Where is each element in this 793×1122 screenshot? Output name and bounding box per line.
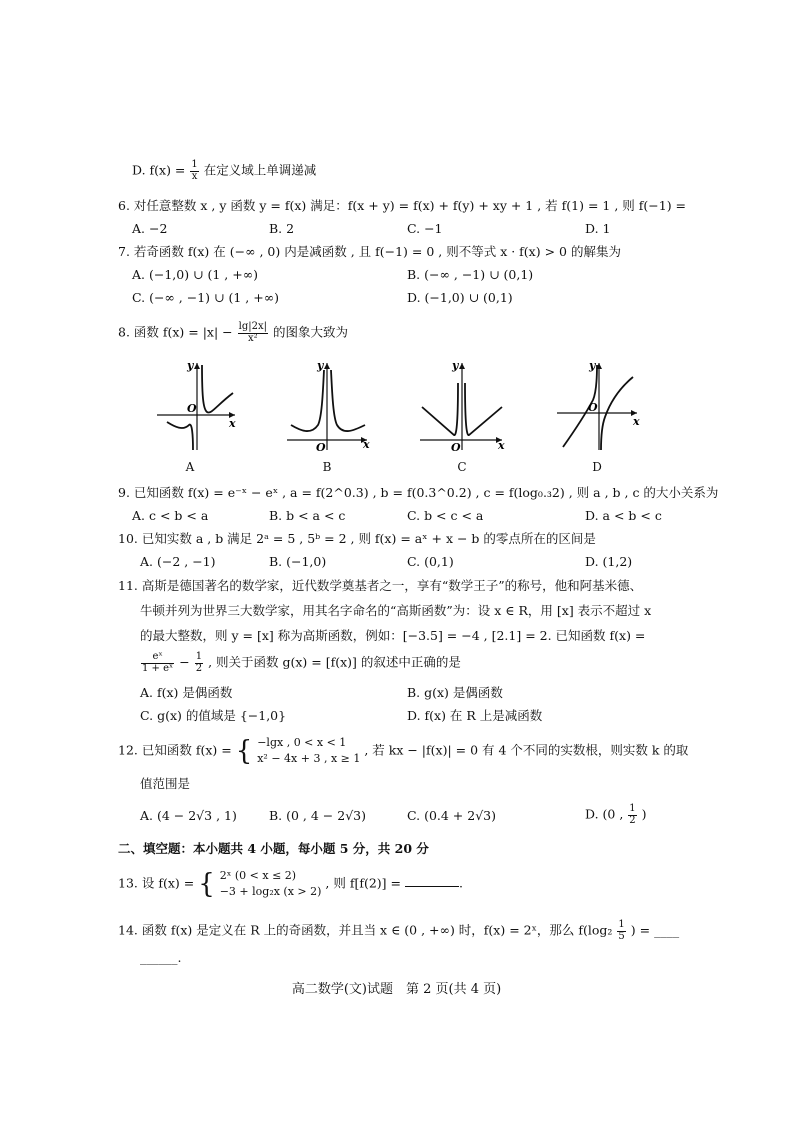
q7-option-d: D. (−1,0) ∪ (0,1) — [407, 290, 513, 305]
graph-b — [285, 355, 375, 455]
q10-stem: 10. 已知实数 a , b 满足 2ᵃ = 5 , 5ᵇ = 2 , 则 f(x) = aˣ + x − b 的零点所在的区间是 — [118, 531, 596, 546]
origin-label: O — [187, 402, 197, 415]
origin-label: O — [588, 401, 598, 414]
graph-d — [555, 355, 645, 455]
q9-option-c: C. b < c < a — [407, 508, 484, 523]
graph-a — [155, 355, 245, 455]
q11-fraction-1: $\frac{\text{eˣ}}{\text{1 + eˣ}}$ — [142, 651, 174, 674]
q11-option-b: B. g(x) 是偶函数 — [407, 685, 503, 700]
q9-option-a: A. c < b < a — [132, 508, 209, 523]
q9-option-b: B. b < a < c — [269, 508, 346, 523]
axis-x-label: x — [229, 417, 236, 430]
q12-cases: −lgx , 0 < x < 1 x² − 4x + 3 , x ≥ 1 — [257, 736, 361, 765]
q11-line3: 的最大整数，则 y = [x] 称为高斯函数，例如：[−3.5] = −4 , [2.1] = 2. 已知函数 f(x) = — [140, 628, 646, 643]
q11-line1: 11. 高斯是德国著名的数学家，近代数学奠基者之一，享有“数学王子”的称号，他和阿基米德、 — [118, 578, 643, 593]
axis-x-label: x — [633, 415, 640, 428]
graph-a-label: A — [185, 460, 195, 474]
q10-option-c: C. (0,1) — [407, 554, 454, 569]
q12-stem: 12. 已知函数 f(x) = { −lgx , 0 < x < 1 x² − 4x + 3 , x ≥ 1 , 若 kx − |f(x)| = 0 有 4 个不同的实数根，则实数 k 的取 — [118, 735, 689, 767]
q11-line2: 牛顿并列为世界三大数学家，用其名字命名的“高斯函数”为：设 x ∈ R，用 [x] 表示不超过 x — [140, 603, 652, 618]
q6-option-a: A. −2 — [132, 221, 168, 236]
q14-fraction: $\frac{1}{5}$ — [618, 919, 625, 942]
axis-y-label: y — [452, 359, 459, 372]
q12-brace: { — [235, 735, 253, 767]
graph-c — [418, 355, 508, 455]
q7-stem: 7. 若奇函数 f(x) 在 (−∞ , 0) 内是减函数 , 且 f(−1) = 0 , 则不等式 x · f(x) > 0 的解集为 — [118, 244, 621, 259]
graph-a-curve-left — [167, 422, 193, 450]
graph-b-curve-right — [331, 370, 365, 431]
q12-line2: 值范围是 — [140, 776, 191, 791]
graph-b-label: B — [322, 460, 332, 474]
q13-cases: 2ˣ (0 < x ≤ 2) −3 + log₂x (x > 2) — [219, 869, 322, 898]
graph-c-label: C — [457, 460, 467, 474]
axis-x-label: x — [498, 439, 505, 452]
origin-label: O — [451, 441, 461, 454]
y-arrow — [194, 363, 200, 369]
q5-option-d: D. f(x) = $\frac{1}{x}$ 在定义域上单调递减 — [132, 159, 317, 182]
graph-a-curve-right — [202, 365, 233, 413]
q13-brace: { — [198, 868, 215, 900]
q6-option-c: C. −1 — [407, 221, 443, 236]
axis-x-label: x — [363, 438, 370, 451]
graph-b-curve-left — [291, 370, 324, 431]
q13-stem: 13. 设 f(x) = { 2ˣ (0 < x ≤ 2) −3 + log₂x (x > 2) , 则 f[f(2)] = . — [118, 868, 463, 900]
y-arrow — [459, 363, 465, 369]
q9-stem: 9. 已知函数 f(x) = e⁻ˣ − eˣ , a = f(2^0.3) , b = f(0.3^0.2) , c = f(log₀.₃2) , 则 a , b , c 的大小关系为 — [118, 485, 719, 500]
axis-y-label: y — [589, 359, 596, 372]
q12-d-fraction: $\frac{1}{2}$ — [629, 803, 636, 826]
q5-d-fraction: $\frac{1}{x}$ — [191, 159, 198, 182]
graph-c-curve-left — [422, 383, 458, 435]
q14-line2[interactable]: ______. — [140, 950, 182, 965]
q10-option-a: A. (−2 , −1) — [140, 554, 216, 569]
q11-option-a: A. f(x) 是偶函数 — [140, 685, 233, 700]
section-2-heading: 二、填空题：本小题共 4 小题，每小题 5 分，共 20 分 — [118, 841, 429, 856]
q7-option-b: B. (−∞ , −1) ∪ (0,1) — [407, 267, 534, 282]
q12-option-a: A. (4 − 2√3 , 1) — [140, 808, 237, 823]
q6-option-b: B. 2 — [269, 221, 295, 236]
graph-d-label: D — [592, 460, 602, 474]
q11-option-c: C. g(x) 的值域是 {−1,0} — [140, 708, 287, 723]
q11-fraction-2: $\frac{1}{2}$ — [195, 651, 203, 674]
q12-option-d: D. (0 , $\frac{1}{2}$ ) — [585, 803, 647, 826]
q13-answer-blank[interactable] — [405, 877, 459, 887]
q12-option-b: B. (0 , 4 − 2√3) — [269, 808, 367, 823]
q9-option-d: D. a < b < c — [585, 508, 662, 523]
q12-option-c: C. (0.4 + 2√3) — [407, 808, 496, 823]
q11-line4: $\frac{\text{eˣ}}{\text{1 + eˣ}}$ − $\frac{1}{2}$ , 则关于函数 g(x) = [f(x)] 的叙述中正确的是 — [142, 651, 461, 674]
page-footer: 高二数学(文)试题 第 2 页(共 4 页) — [291, 982, 502, 997]
q7-option-a: A. (−1,0) ∪ (1 , +∞) — [132, 267, 259, 282]
q10-option-d: D. (1,2) — [585, 554, 633, 569]
q7-option-c: C. (−∞ , −1) ∪ (1 , +∞) — [132, 290, 279, 305]
q8-stem: 8. 函数 f(x) = |x| − $\frac{\lg|2x|}{\text{x²}}$ 的图象大致为 — [118, 321, 348, 344]
y-arrow — [324, 363, 330, 369]
q11-option-d: D. f(x) 在 R 上是减函数 — [407, 708, 543, 723]
axis-y-label: y — [187, 359, 194, 372]
q14-stem: 14. 函数 f(x) 是定义在 R 上的奇函数，并且当 x ∈ (0 , +∞) 时，f(x) = 2ˣ，那么 f(log₂ $\frac{1}{5}$ ) = ____ — [118, 919, 680, 942]
graph-c-curve-right — [465, 383, 502, 435]
q10-option-b: B. (−1,0) — [269, 554, 327, 569]
q6-stem: 6. 对任意整数 x , y 函数 y = f(x) 满足：f(x + y) = f(x) + f(y) + xy + 1 , 若 f(1) = 1 , 则 f(−1) = — [118, 198, 687, 213]
origin-label: O — [316, 441, 326, 454]
axis-y-label: y — [317, 359, 324, 372]
q8-fraction: $\frac{\lg|2x|}{\text{x²}}$ — [238, 321, 267, 344]
q6-option-d: D. 1 — [585, 221, 611, 236]
